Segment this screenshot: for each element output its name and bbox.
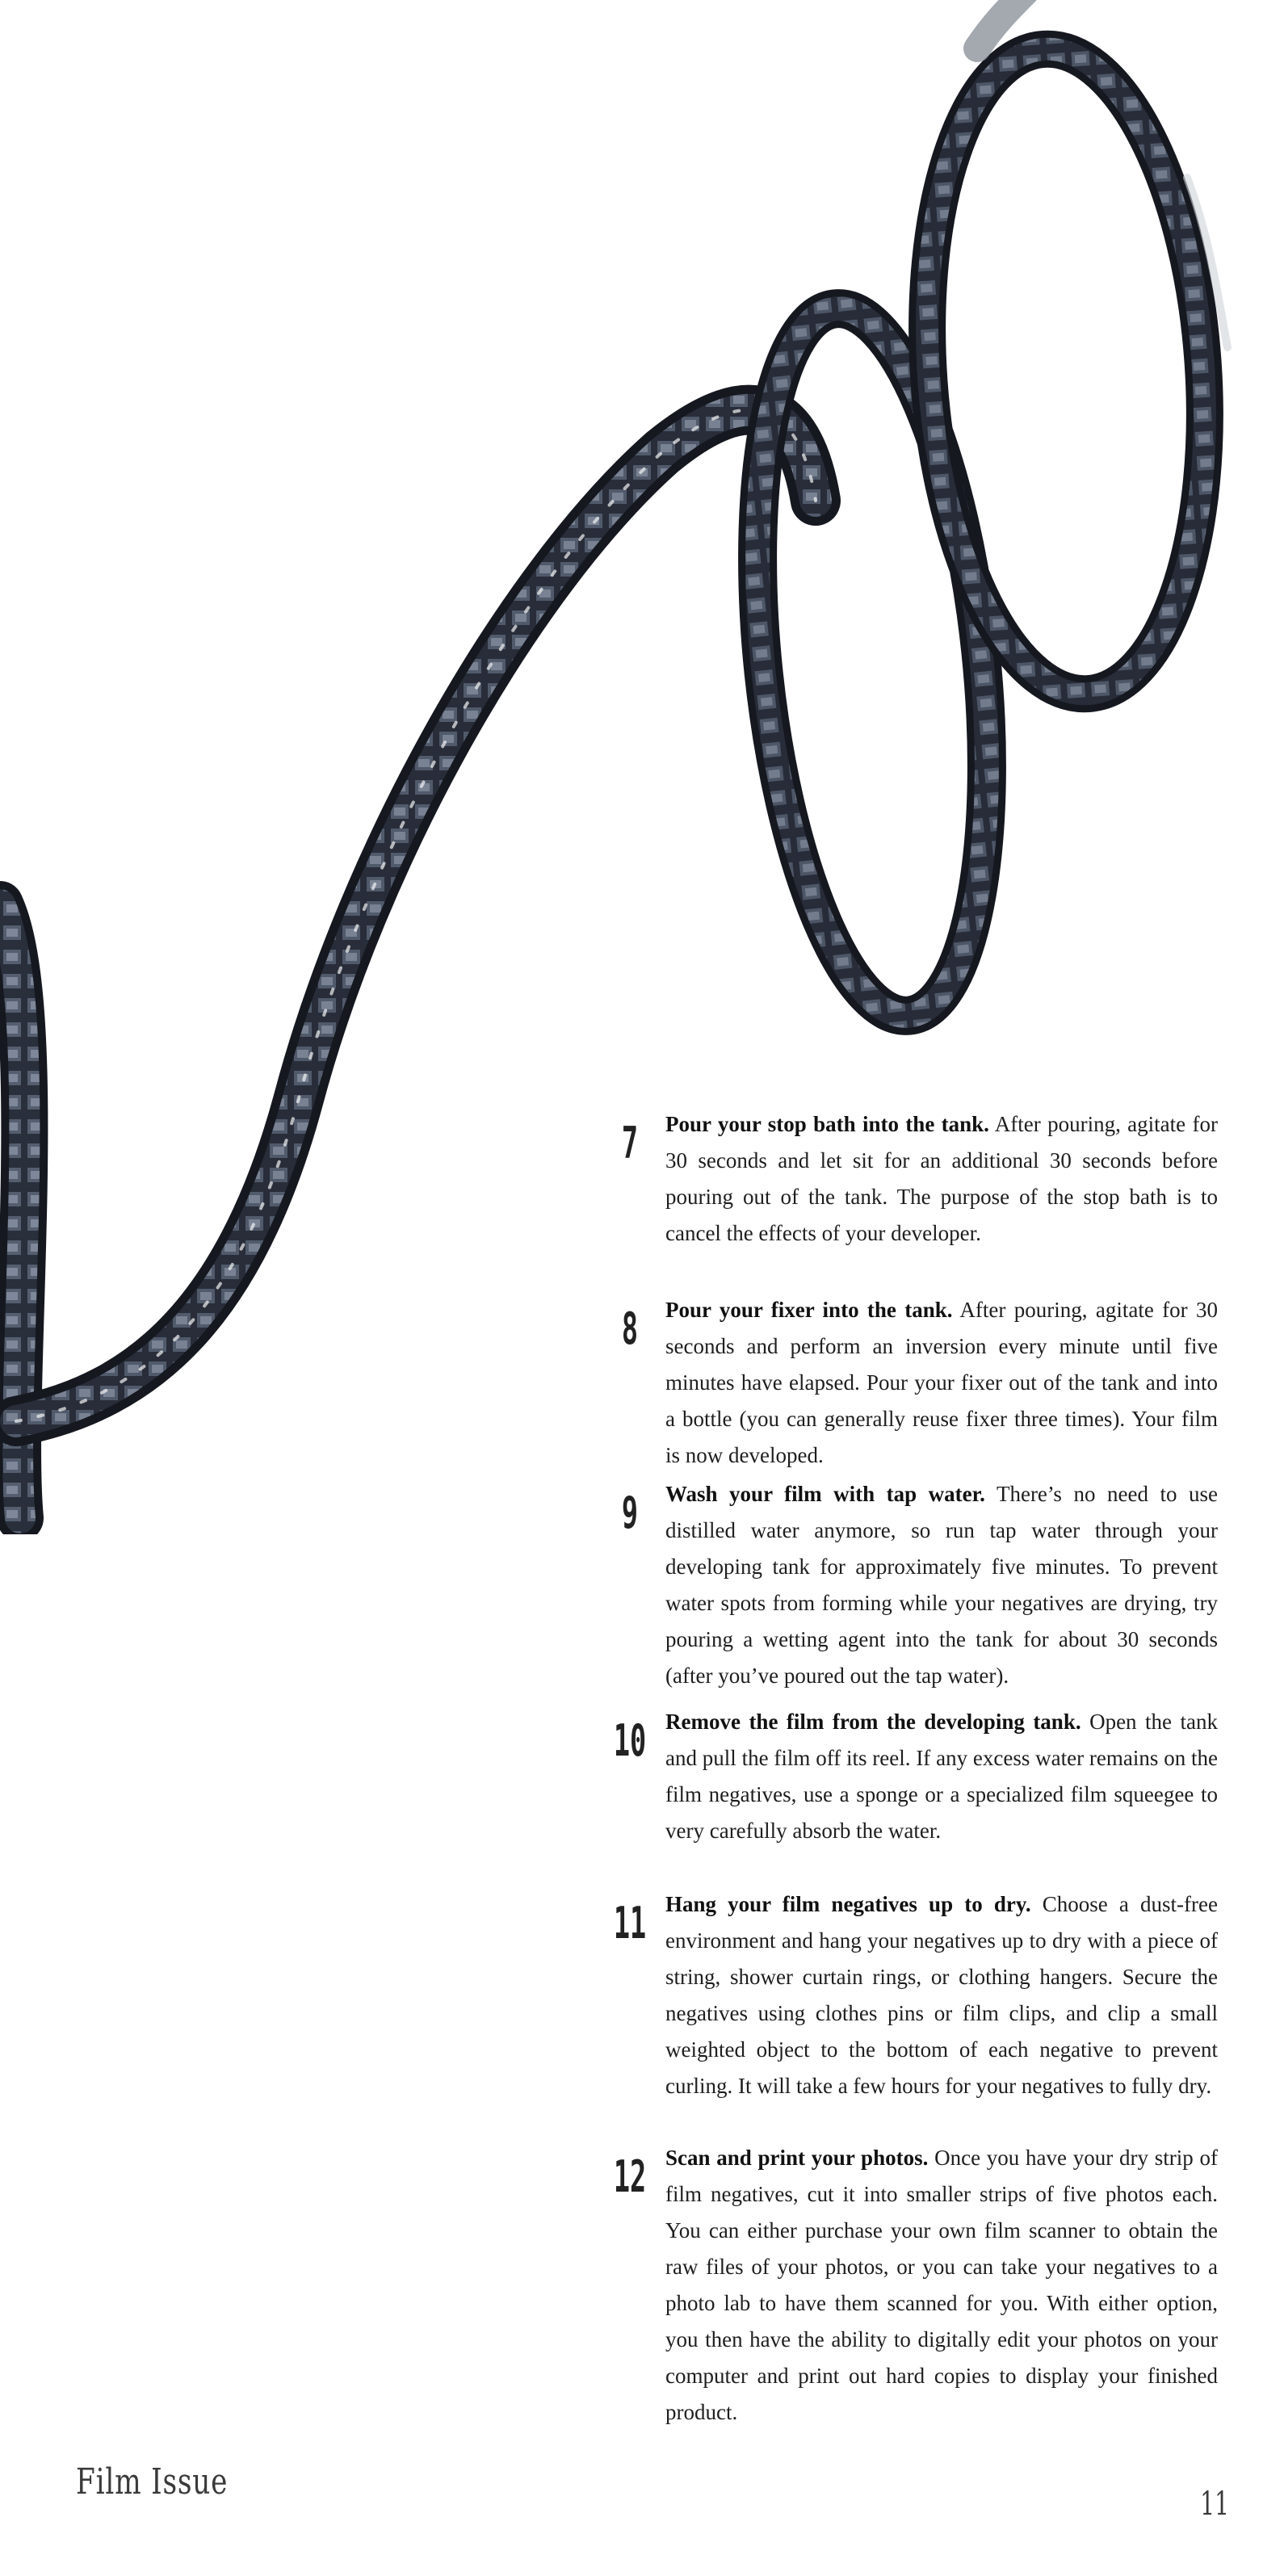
step-body: After pouring, agitate for 30 seconds and let sit for an additional 30 seconds before pouring out of the tank. The purpose of the stop bath is to cancel the effects of your developer. xyxy=(665,1112,1218,1245)
step-number: 11 xyxy=(613,1898,647,1949)
step-number: 9 xyxy=(621,1487,639,1538)
step-text xyxy=(665,1886,1218,2104)
step-title: Pour your fixer into the tank. xyxy=(665,1298,953,1322)
step-body: Once you have your dry strip of film negatives, cut it into smaller strips of five photos each. You can either purchase your own film scanner to obtain the raw files of your photos, or you can take your negatives to a photo lab to have them scanned for you. With either option, you then have the ability to digitally edit your photos on your computer and print out hard copies to display your finished product. xyxy=(665,2146,1218,2424)
step-title: Pour your stop bath into the tank. xyxy=(665,1112,989,1136)
step-text xyxy=(665,1292,1218,1474)
step-number: 10 xyxy=(613,1715,647,1766)
step-text xyxy=(665,1476,1218,1694)
step-number: 8 xyxy=(621,1303,639,1354)
page-number: 11 xyxy=(1200,2486,1229,2523)
publication-title: Film Issue xyxy=(76,2461,229,2503)
step-body: Choose a dust-free environment and hang your negatives up to dry with a piece of string, shower curtain rings, or clothing hangers. Secure the negatives using clothes pins or film clips, and clip a small weighted object to the bottom of each negative to prevent curling. It will take a few hours for your negatives to fully dry. xyxy=(665,1892,1218,2098)
step-number: 7 xyxy=(621,1118,639,1168)
step-body: After pouring, agitate for 30 seconds and perform an inversion every minute until five minutes have elapsed. Pour your fixer out of the tank and into a bottle (you can generally reuse fixer three times). Your film is now developed. xyxy=(665,1298,1218,1467)
step-title: Scan and print your photos. xyxy=(665,2146,929,2170)
step-body: Open the tank and pull the film off its reel. If any excess water remains on the film negatives, use a sponge or a specialized film squeegee to very carefully absorb the water. xyxy=(665,1710,1218,1843)
step-text xyxy=(665,1106,1218,1252)
step-title: Hang your film negatives up to dry. xyxy=(665,1892,1031,1916)
step-title: Wash your film with tap water. xyxy=(665,1482,985,1506)
step-body: There’s no need to use distilled water anymore, so run tap water through your developing tank for approximately five minutes. To prevent water spots from forming while your negatives are drying, try pouring a wetting agent into the tank for about 30 seconds (after you’ve poured out the tap water). xyxy=(665,1482,1219,1688)
step-number: 12 xyxy=(613,2151,647,2202)
step-text xyxy=(665,2140,1218,2431)
step-title: Remove the film from the developing tank. xyxy=(665,1710,1081,1734)
step-text xyxy=(665,1704,1218,1849)
